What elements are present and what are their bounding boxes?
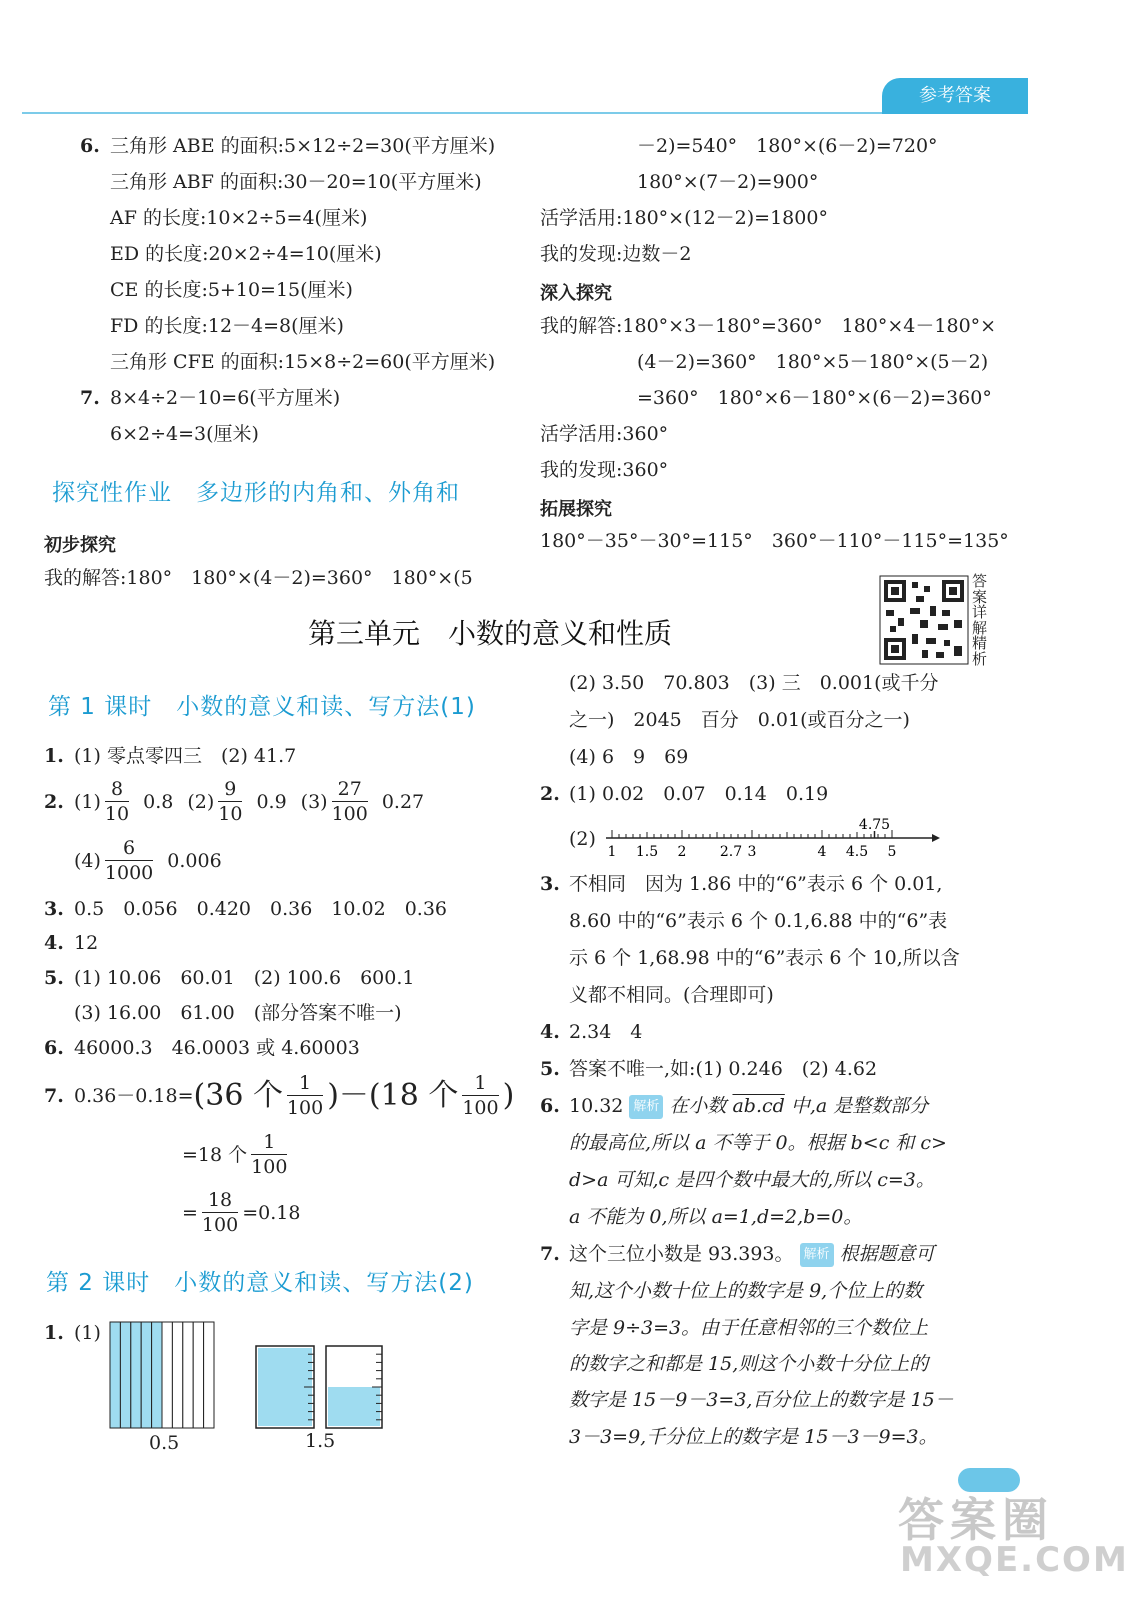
r-q7-number: 7. [540,1243,560,1265]
r-q3-number: 3. [540,873,560,895]
l1q3-answer: 0.5 0.056 0.420 0.36 10.02 0.36 [74,898,448,920]
fraction [202,1188,238,1237]
subheading-chubu: 初步探究 [44,535,116,556]
l1q5-line: (1) 10.06 60.01 (2) 100.6 600.1 [74,967,415,989]
part-label: (2) [187,790,215,813]
analysis-text: 根据题意可 [839,1243,935,1265]
fraction [218,777,242,826]
paren-text: (36 个 [193,1077,283,1113]
denominator: 1000 [104,862,154,884]
shenru-line: (4－2)=360° 180°×5－180°×(5－2) [637,351,989,373]
number-line-label: 4.5 [845,844,869,860]
q6-line: ED 的长度:20×2÷4=10(厘米) [110,243,382,265]
fraction [462,1071,498,1120]
r-q4-answer: 2.34 4 [569,1021,643,1043]
numerator: 1 [251,1130,287,1155]
r-q5-number: 5. [540,1058,560,1080]
number-line-label: 1 [607,844,617,860]
answer-value: 0.006 [167,849,222,872]
numerator: 1 [287,1071,323,1096]
r-q4-number: 4. [540,1021,560,1043]
answer-value: 10.32 [569,1095,624,1117]
r-q6-line: a 不能为 0,所以 a=1,d=2,b=0。 [569,1206,863,1228]
grid-column [152,1322,162,1428]
denominator: 100 [286,1097,324,1119]
right-line: 180°×(7－2)=900° [637,171,819,193]
r-q6-line: d>a 可知,c 是四个数中最大的,所以 c=3。 [569,1169,935,1191]
l1q2-number: 2. [44,791,64,813]
denominator: 100 [201,1214,239,1236]
grid-0.5 [110,1322,214,1428]
r-q7-line: 3－3=9,千分位上的数字是 15－3－9=3。 [569,1426,938,1448]
grid-caption: 1.5 [305,1430,336,1452]
q7-line: 8×4÷2－10=6(平方厘米) [110,387,341,409]
l1q2-row [74,777,424,826]
numerator: 6 [105,836,153,861]
grid-column [141,1322,151,1428]
grid-column [204,1322,214,1428]
number-line-label: 4 [817,844,827,860]
qr-code-icon[interactable] [880,576,968,664]
watermark-logo: 答案圈 [898,1493,1054,1547]
l1q7-number: 7. [44,1085,64,1107]
grid-column [183,1322,193,1428]
l1q3-number: 3. [44,898,64,920]
shenru-line: 我的发现:360° [540,459,669,481]
number-line-label: 3 [747,844,757,860]
grid-column [172,1322,182,1428]
q6-number: 6. [80,135,100,157]
lesson1-title: 第 1 课时 小数的意义和读、写方法(1) [48,694,476,720]
fraction [105,777,129,826]
part-label: (1) [74,790,101,813]
expression: =18 个 [182,1143,248,1166]
l1q6-answer: 46000.3 46.0003 或 4.60003 [74,1037,360,1059]
l1q7-row [182,1188,300,1237]
l1q7-row [74,1071,514,1120]
unit-title: 第三单元 小数的意义和性质 [308,617,673,650]
q6-line: CE 的长度:5+10=15(厘米) [110,279,353,301]
denominator: 10 [218,803,243,825]
decimal-notation: ab.cd [732,1095,785,1117]
fraction [332,777,368,826]
r-q3-line: 不相同 因为 1.86 中的“6”表示 6 个 0.01, [569,873,943,895]
r-q6-number: 6. [540,1095,560,1117]
fraction [251,1130,287,1179]
denominator: 100 [462,1097,499,1119]
right-line: 活学活用:180°×(12－2)=1800° [540,207,828,229]
watermark-site: MXQE.COM [900,1540,1129,1580]
tuozhan-answer: 180°－35°－30°=115° 360°－110°－115°=135° [540,530,1009,552]
r-q3-line: 义都不相同。(合理即可) [569,984,774,1006]
fraction [287,1071,323,1120]
q6-line: AF 的长度:10×2÷5=4(厘米) [110,207,368,229]
subheading-tuozhan: 拓展探究 [540,499,612,520]
numerator: 27 [332,777,368,802]
l2q1-part: (1) [74,1322,101,1344]
header-badge: 参考答案 [882,78,1028,114]
shenru-line: 活学活用:360° [540,423,669,445]
l1q7-row [182,1130,291,1179]
analysis-tag: 解析 [800,1243,834,1267]
r-q7-line: 数字是 15－9－3=3,百分位上的数字是 15－ [569,1389,954,1411]
r-q7-line: 的数字之和都是 15,则这个小数十分位上的 [569,1353,929,1375]
grid-fill [328,1387,380,1426]
r-line: (2) 3.50 70.803 (3) 三 0.001(或千分 [569,672,939,694]
grid-half [326,1346,382,1428]
subheading-shenru: 深入探究 [540,283,612,304]
answer-value: 0.9 [256,790,287,813]
grid-fill [258,1348,312,1426]
l1q5-line: (3) 16.00 61.00 (部分答案不唯一) [74,1002,402,1024]
number-line-label: 5 [887,844,897,860]
grid-column [131,1322,141,1428]
number-line [598,812,943,862]
denominator: 100 [251,1156,288,1178]
section-title: 探究性作业 多边形的内角和、外角和 [52,480,460,506]
r-q7-line [569,1243,935,1267]
l2q1-number: 1. [44,1322,64,1344]
grid-column [193,1322,203,1428]
part-label: (4) [74,849,101,872]
equals: = [182,1201,198,1224]
r-q3-line: 示 6 个 1,68.98 中的“6”表示 6 个 10,所以含 [569,947,960,969]
r-line: (4) 6 9 69 [569,746,689,768]
answer-value: 这个三位小数是 93.393。 [569,1243,794,1265]
answer-value: 0.8 [143,790,174,813]
paren-text: ) [502,1077,515,1113]
grid-1-full [256,1346,314,1428]
r-q5-answer: 答案不唯一,如:(1) 0.246 (2) 4.62 [569,1058,878,1080]
r-q2-line: (1) 0.02 0.07 0.14 0.19 [569,783,829,805]
grid-column [120,1322,130,1428]
expression: =0.18 [242,1201,301,1224]
numerator: 1 [462,1071,498,1096]
right-line: －2)=540° 180°×(6－2)=720° [637,135,938,157]
denominator: 100 [331,803,368,825]
numerator: 9 [218,777,242,802]
analysis-tag: 解析 [629,1095,663,1119]
shenru-line: 我的解答:180°×3－180°=360° 180°×4－180°× [540,315,997,337]
q6-line: 三角形 ABF 的面积:30－20=10(平方厘米) [110,171,482,193]
l1q6-number: 6. [44,1037,64,1059]
denominator: 10 [104,803,130,825]
expression: 0.36－0.18= [74,1084,194,1107]
grid-column [110,1322,120,1428]
r-line: 之一) 2045 百分 0.01(或百分之一) [569,709,910,731]
fraction [105,836,153,885]
lesson2-title: 第 2 课时 小数的意义和读、写方法(2) [46,1270,474,1296]
l1q2-row [74,836,222,885]
q7-number: 7. [80,387,100,409]
number-line-label: 1.5 [635,844,659,860]
r-q2-number: 2. [540,783,560,805]
r-q6-line: 的最高位,所以 a 不等于 0。根据 b<c 和 c> [569,1132,947,1154]
numerator: 18 [202,1188,238,1213]
grid-caption: 0.5 [149,1432,180,1454]
r-q2-part: (2) [569,828,596,850]
right-line: 我的发现:边数－2 [540,243,692,265]
r-q3-line: 8.60 中的“6”表示 6 个 0.1,6.88 中的“6”表 [569,910,948,932]
r-q6-line [569,1095,928,1119]
number-line-marker: 4.75 [858,817,891,833]
number-line-label: 2 [677,844,687,860]
q6-line: 三角形 ABE 的面积:5×12÷2=30(平方厘米) [110,135,496,157]
header-rule [22,112,1028,114]
q7-line: 6×2÷4=3(厘米) [110,423,259,445]
answer-value: 0.27 [381,790,425,813]
l1q1-answer: (1) 零点零四三 (2) 41.7 [74,745,297,767]
qr-label: 答案详解精析 [972,572,988,668]
number-line-label: 2.7 [719,844,743,860]
chubu-answer: 我的解答:180° 180°×(4－2)=360° 180°×(5 [44,567,473,589]
paren-text: )－(18 个 [327,1077,459,1113]
l1q4-answer: 12 [74,932,99,954]
part-label: (3) [300,790,328,813]
r-q7-line: 字是 9÷3=3。由于任意相邻的三个数位上 [569,1317,929,1339]
analysis-text: 中,a 是整数部分 [790,1095,929,1117]
l1q4-number: 4. [44,932,64,954]
l1q1-number: 1. [44,745,64,767]
r-q7-line: 知,这个小数十位上的数字是 9,个位上的数 [569,1280,923,1302]
grid-column [162,1322,172,1428]
q6-line: 三角形 CFE 的面积:15×8÷2=60(平方厘米) [110,351,496,373]
analysis-text: 在小数 [669,1095,727,1117]
q6-line: FD 的长度:12－4=8(厘米) [110,315,344,337]
shenru-line: =360° 180°×6－180°×(6－2)=360° [637,387,992,409]
numerator: 8 [105,777,129,802]
l1q5-number: 5. [44,967,64,989]
